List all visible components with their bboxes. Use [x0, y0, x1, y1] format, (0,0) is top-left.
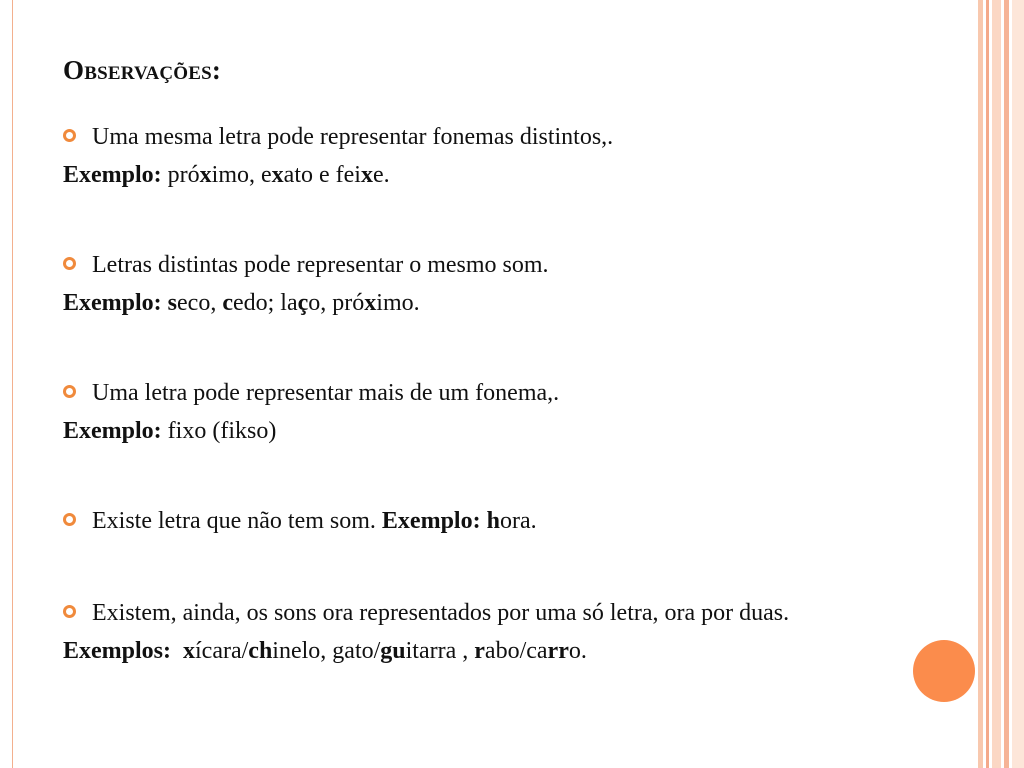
example-parts [162, 162, 390, 188]
bullet-text: Uma mesma letra pode representar fonemas distintos,. [92, 124, 614, 150]
example-text [171, 638, 183, 664]
bullet-ring-icon [63, 605, 76, 618]
bullet-ring-icon [63, 257, 76, 270]
example-highlight: x [271, 162, 284, 188]
example-label: Exemplo: [63, 418, 162, 444]
inline-example-parts [481, 508, 537, 534]
example-text: imo, e [211, 162, 272, 188]
decorative-stripe [1012, 0, 1024, 768]
slide-title: Observações: [63, 55, 222, 85]
example-text: itarra , [405, 638, 475, 664]
bullet-item-5 [63, 594, 943, 632]
bullet-ring-icon [63, 385, 76, 398]
example-text: ícara/ [195, 638, 249, 664]
decorative-stripe [978, 0, 983, 768]
example-text: o. [568, 638, 587, 664]
example-text: fixo (fikso) [161, 418, 277, 444]
example-highlight: c [222, 290, 233, 316]
decorative-stripe [986, 0, 989, 768]
bullet-text: Uma letra pode representar mais de um fonema,. [92, 380, 560, 406]
bullet-ring-icon [63, 129, 76, 142]
example-label: Exemplos: [63, 638, 171, 664]
slide-content [63, 118, 943, 670]
example-parts [162, 418, 277, 444]
inline-example-label: Exemplo: [381, 508, 481, 534]
decorative-orange-circle [913, 640, 975, 702]
example-text: pró [161, 162, 200, 188]
example-highlight: ç [297, 290, 309, 316]
example-text: edo; la [232, 290, 298, 316]
bullet-text: Existe letra que não tem som. [92, 508, 382, 534]
example-line-3 [63, 412, 943, 450]
example-label: Exemplo: [63, 162, 162, 188]
example-highlight: ch [248, 638, 273, 664]
example-text: o, pró [308, 290, 365, 316]
decorative-stripe [992, 0, 1001, 768]
example-parts [171, 638, 587, 664]
example-line-2 [63, 284, 943, 322]
bullet-item-1 [63, 118, 943, 156]
example-text: inelo, gato/ [272, 638, 381, 664]
example-text: eco, [177, 290, 223, 316]
example-line-1 [63, 156, 943, 194]
bullet-text: Existem, ainda, os sons ora representados por uma só letra, ora por duas. [92, 600, 790, 626]
left-border-line [12, 0, 13, 768]
bullet-item-3 [63, 374, 943, 412]
decorative-stripe [1004, 0, 1009, 768]
example-text: ato e fei [283, 162, 361, 188]
bullet-text: Letras distintas pode representar o mesmo som. [92, 252, 549, 278]
example-highlight: x [183, 638, 195, 664]
example-highlight: rr [547, 638, 569, 664]
example-highlight: x [199, 162, 212, 188]
example-highlight: x [360, 162, 373, 188]
example-highlight: gu [380, 638, 406, 664]
example-highlight: x [364, 290, 377, 316]
bullet-ring-icon [63, 513, 76, 526]
example-text: e. [372, 162, 390, 188]
example-text: imo. [376, 290, 420, 316]
example-text: ora. [499, 508, 537, 534]
example-highlight: h [486, 508, 500, 534]
example-highlight: r [474, 638, 485, 664]
bullet-item-2 [63, 246, 943, 284]
example-highlight: s [167, 290, 178, 316]
bullet-item-4 [63, 502, 943, 540]
example-line-5 [63, 632, 943, 670]
example-label: Exemplo: [63, 290, 162, 316]
example-text: abo/ca [484, 638, 548, 664]
example-parts [162, 290, 420, 316]
